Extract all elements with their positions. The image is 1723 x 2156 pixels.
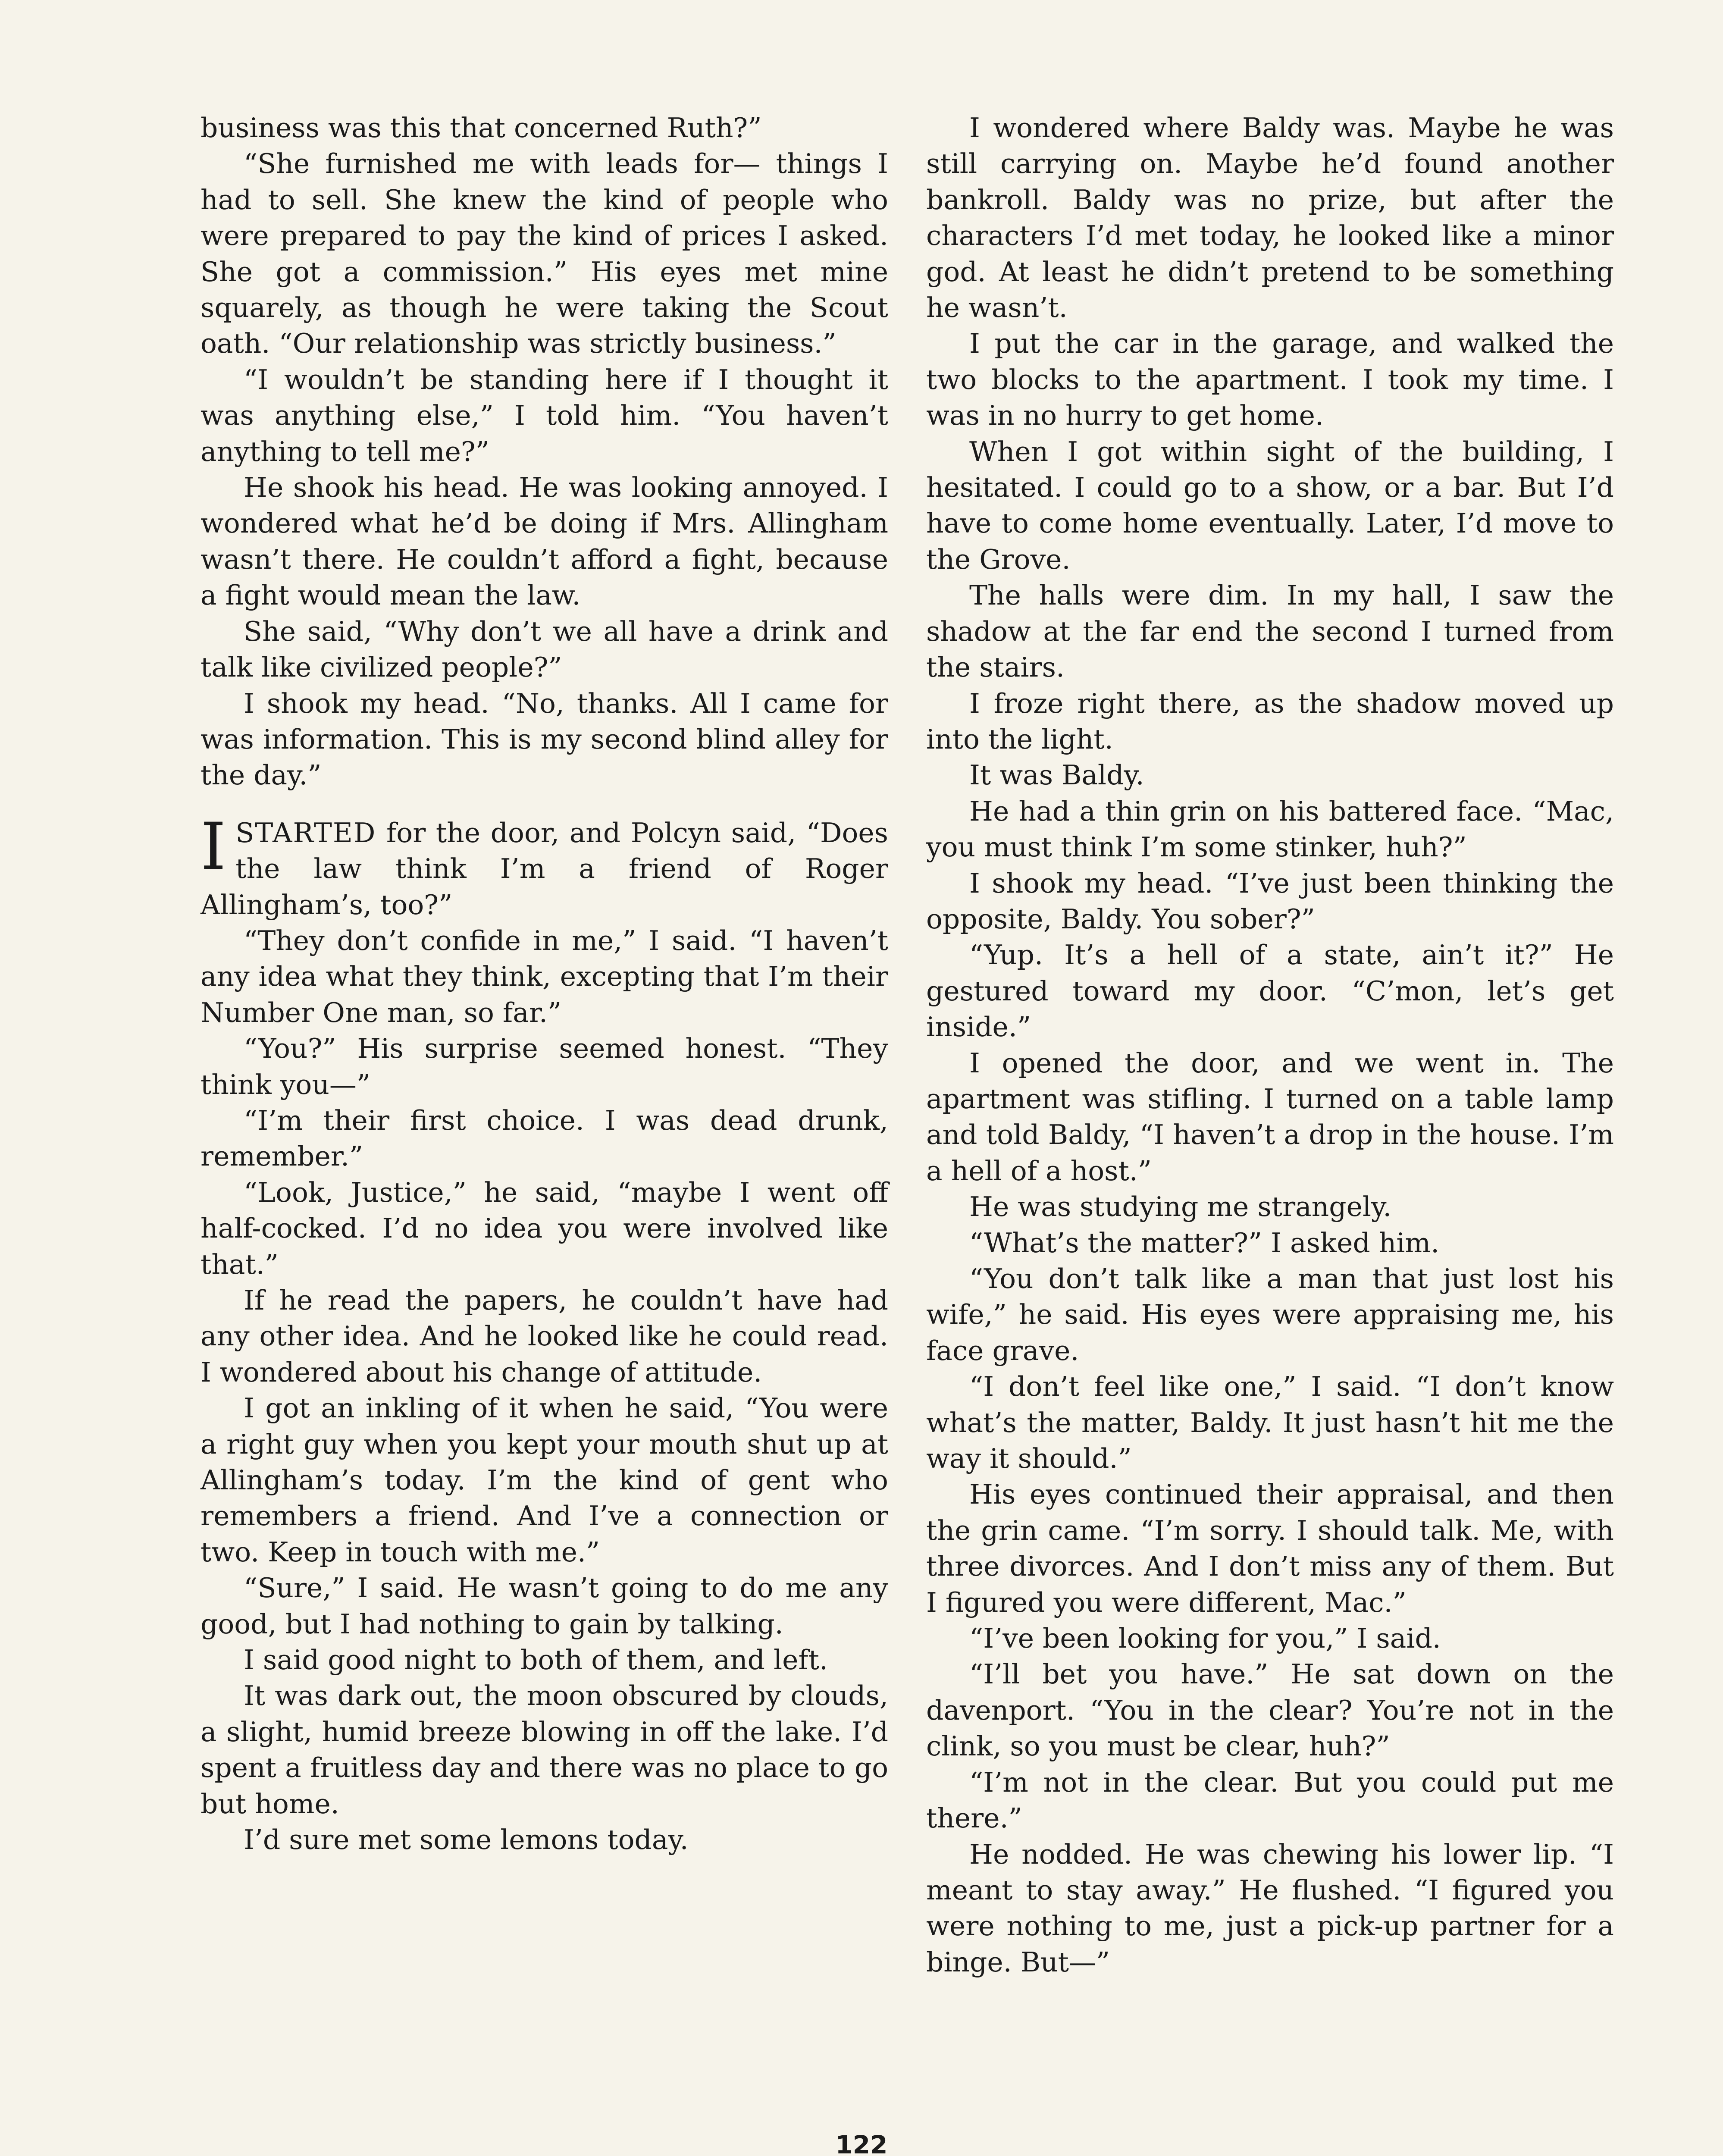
paragraph: It was Baldy. bbox=[969, 759, 1144, 791]
lead-in-caps: STARTED bbox=[235, 817, 376, 849]
paragraph: I got an inkling of it when he said, “You were a right guy when you kept your mouth shut up at Allingham’s today. I’m the kind of gent who remembers a friend. And I’ve a connection or two. Keep in touch with me.” bbox=[200, 1392, 888, 1568]
paragraph: “I’m their first choice. I was dead drunk, remember.” bbox=[200, 1104, 888, 1172]
paragraph: I’d sure met some lemons today. bbox=[244, 1824, 689, 1856]
paragraph: If he read the papers, he couldn’t have had any other idea. And he looked like he could read. I wondered about his change of attitude. bbox=[200, 1285, 888, 1388]
drop-cap: I bbox=[200, 809, 226, 884]
paragraph: “I’ll bet you have.” He sat down on the davenport. “You in the clear? You’re not in the clink, so you must be clear, huh?” bbox=[926, 1658, 1614, 1762]
section-break bbox=[200, 793, 888, 815]
paragraph: “Yup. It’s a hell of a state, ain’t it?” He gestured toward my door. “C’mon, let’s get inside.” bbox=[926, 939, 1614, 1043]
page-number: 122 bbox=[835, 2130, 888, 2156]
paragraph: I opened the door, and we went in. The apartment was stifling. I turned on a table lamp and told Baldy, “I haven’t a drop in the house. I’m a hell of a host.” bbox=[926, 1047, 1614, 1187]
paragraph: She said, “Why don’t we all have a drink and talk like civilized people?” bbox=[200, 615, 888, 683]
paragraph: It was dark out, the moon obscured by clouds, a slight, humid breeze blowing in off the lake. I’d spent a fruitless day and there was no place to go but home. bbox=[200, 1680, 888, 1820]
paragraph: He was studying me strangely. bbox=[969, 1191, 1392, 1223]
paragraph: “I don’t feel like one,” I said. “I don’t know what’s the matter, Baldy. It just hasn’t hit me the way it should.” bbox=[926, 1371, 1614, 1475]
paragraph-text: for the door, and Polcyn said, “Does the law think I’m a friend of Roger Allingham’s, too?” bbox=[200, 817, 888, 921]
section-opening-paragraph bbox=[200, 809, 888, 923]
paragraph: I shook my head. “No, thanks. All I came for was information. This is my second blind alley for the day.” bbox=[200, 687, 888, 791]
paragraph: The halls were dim. In my hall, I saw the shadow at the far end the second I turned from the stairs. bbox=[926, 580, 1614, 683]
paragraph: I froze right there, as the shadow moved up into the light. bbox=[926, 687, 1614, 755]
right-column bbox=[926, 110, 1614, 1980]
paragraph: “They don’t confide in me,” I said. “I haven’t any idea what they think, excepting that I’m their Number One man, so far.” bbox=[200, 924, 888, 1028]
paragraph: business was this that concerned Ruth?” bbox=[200, 112, 762, 144]
paragraph: When I got within sight of the building, I hesitated. I could go to a show, or a bar. But I’d have to come home eventually. Later, I’d move to the Grove. bbox=[926, 436, 1614, 575]
paragraph: “I’ve been looking for you,” I said. bbox=[969, 1623, 1441, 1655]
paragraph: I shook my head. “I’ve just been thinking the opposite, Baldy. You sober?” bbox=[926, 867, 1614, 935]
paragraph: His eyes continued their appraisal, and then the grin came. “I’m sorry. I should talk. Me, with three divorces. And I don’t miss any of them. But I figured you were different, Mac.” bbox=[926, 1479, 1614, 1618]
paragraph: “Sure,” I said. He wasn’t going to do me any good, but I had nothing to gain by talking. bbox=[200, 1572, 888, 1640]
paragraph: “She furnished me with leads for— things I had to sell. She knew the kind of people who were prepared to pay the kind of prices I asked. She got a commission.” His eyes met mine squarely, as though he were taking the Scout oath. “Our relationship was strictly business.” bbox=[200, 148, 888, 360]
paragraph: I wondered where Baldy was. Maybe he was still carrying on. Maybe he’d found another bankroll. Baldy was no prize, but after the characters I’d met today, he looked like a minor god. At least he didn’t pretend to be something he wasn’t. bbox=[926, 112, 1614, 324]
paragraph: “Look, Justice,” he said, “maybe I went off half-cocked. I’d no idea you were involved like that.” bbox=[200, 1176, 888, 1280]
paragraph: “What’s the matter?” I asked him. bbox=[969, 1227, 1440, 1259]
paragraph: “I’m not in the clear. But you could put me there.” bbox=[926, 1766, 1614, 1834]
paragraph: He nodded. He was chewing his lower lip. “I meant to stay away.” He flushed. “I figured you were nothing to me, just a pick-up partner for a binge. But—” bbox=[926, 1838, 1614, 1978]
left-column bbox=[200, 110, 888, 1858]
paragraph: “You?” His surprise seemed honest. “They think you—” bbox=[200, 1033, 888, 1100]
paragraph: I said good night to both of them, and left. bbox=[244, 1644, 828, 1676]
paragraph: He had a thin grin on his battered face. “Mac, you must think I’m some stinker, huh?” bbox=[926, 795, 1614, 863]
paragraph: He shook his head. He was looking annoyed. I wondered what he’d be doing if Mrs. Allingham wasn’t there. He couldn’t afford a fight, because a fight would mean the law. bbox=[200, 472, 888, 611]
paragraph: “You don’t talk like a man that just lost his wife,” he said. His eyes were appraising me, his face grave. bbox=[926, 1263, 1614, 1366]
paragraph: I put the car in the garage, and walked the two blocks to the apartment. I took my time. I was in no hurry to get home. bbox=[926, 328, 1614, 432]
paragraph: “I wouldn’t be standing here if I thought it was anything else,” I told him. “You haven’t anything to tell me?” bbox=[200, 364, 888, 467]
